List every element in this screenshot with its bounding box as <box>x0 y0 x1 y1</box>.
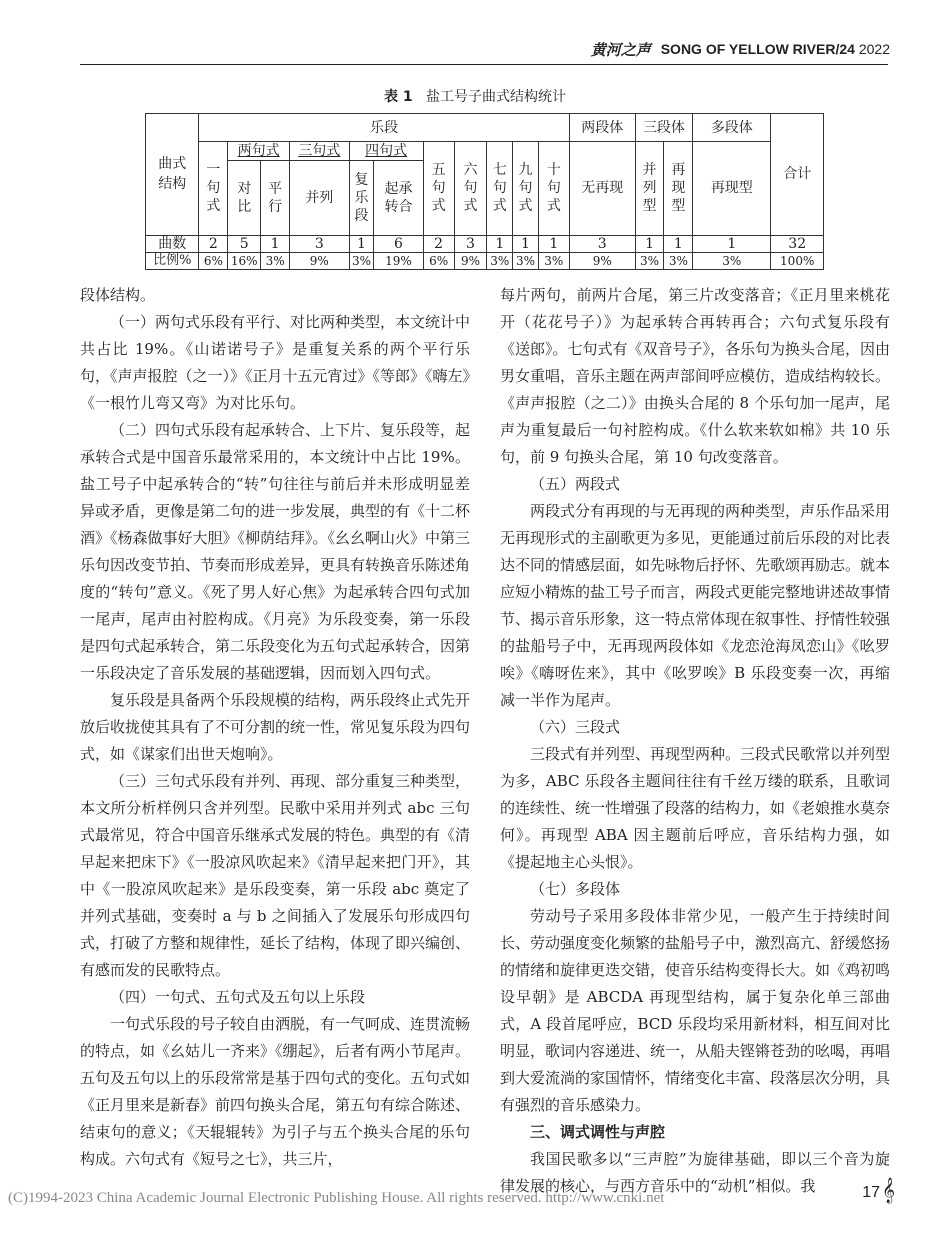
table-cell: 16% <box>228 252 261 269</box>
table-cell: 1 <box>513 235 539 252</box>
table-cell: 3% <box>693 252 771 269</box>
table-cell: 3% <box>349 252 374 269</box>
treble-clef-icon: 𝄞 <box>881 1178 895 1203</box>
table-cell: 1 <box>664 235 693 252</box>
paragraph: 段体结构。 <box>80 286 156 304</box>
table-cell: 100% <box>771 252 824 269</box>
table-cell: 1 <box>693 235 771 252</box>
subheading: （五）两段式 <box>530 475 621 493</box>
section-heading: 三、调式调性与声腔 <box>530 1123 666 1141</box>
col-duibi: 对比 <box>228 160 261 235</box>
col-wuju: 五句式 <box>423 142 454 235</box>
table-cell: 1 <box>261 235 290 252</box>
page-number: 17 <box>862 1184 880 1201</box>
col-zaixianxing-duo: 再现型 <box>693 142 771 235</box>
table-cell: 5 <box>228 235 261 252</box>
table-cell: 3% <box>487 252 513 269</box>
table-cell: 6% <box>423 252 454 269</box>
right-column <box>500 282 890 1200</box>
paragraph: 每片两句，前两片合尾，第三片改变落音；《正月里来桃花开（花花号子）》为起承转合再转再合；六句式复乐段有《送郎》。七句式有《双音号子》，各乐句为换头合尾，因由男女重唱，音乐主题在两声部间呼应模仿，造成结构较长。《声声报腔（之二）》由换头合尾的 8 个乐句加一尾声，尾声为重复最后一句衬腔构成。《什么软来软如棉》共 10 乐句，前 9 句换头合尾，第 10 句改变落音。 <box>500 286 891 466</box>
structure-stat-table <box>145 113 824 270</box>
table-cell: 3% <box>664 252 693 269</box>
table-cell: 3% <box>513 252 539 269</box>
col-yiju: 一句式 <box>199 142 228 235</box>
journal-logo: 黄河之声 <box>590 40 651 59</box>
table-cell: 3% <box>538 252 569 269</box>
col-zaixianxing: 再现型 <box>664 142 693 235</box>
group-liangduan: 两段体 <box>569 114 635 142</box>
header-rule <box>80 64 888 65</box>
table-cell: 1 <box>487 235 513 252</box>
paragraph: （一）两句式乐段有平行、对比两种类型，本文统计中共占比 19%。《山诺诺号子》是重复关系的两个平行乐句，《声声报腔（之一）》《正月十五元宵过》《等郎》《嗨左》《一根竹儿弯又弯》为对比乐句。 <box>80 313 471 412</box>
table-cell: 1 <box>538 235 569 252</box>
sub-liangju: 两句式 <box>228 142 290 160</box>
copyright-footer: (C)1994-2023 China Academic Journal Electronic Publishing House. All rights reserved. http://www.cnki.net <box>8 1190 665 1206</box>
col-bingliexing: 并列型 <box>635 142 664 235</box>
table-cell: 9% <box>569 252 635 269</box>
row-ratio-label: 比例% <box>146 252 199 269</box>
sub-sanju: 三句式 <box>289 142 349 160</box>
table-cell: 6% <box>199 252 228 269</box>
col-liuju: 六句式 <box>454 142 487 235</box>
table-cell: 9% <box>454 252 487 269</box>
col-binglie: 并列 <box>289 160 349 235</box>
table-cell: 9% <box>289 252 349 269</box>
paragraph: （二）四句式乐段有起承转合、上下片、复乐段等，起承转合式是中国音乐最常采用的，本文统计中占比 19%。盐工号子中起承转合的“转”句往往与前后并未形成明显差异或矛盾，更像是第二句的进一步发展，典型的有《十二杯酒》《杨森做事好大胆》《柳荫结拜》。《幺幺啊山火》中第三乐句因改变节拍、节奏而形成差异，更具有转换音乐陈述角度的“转句”意义。《死了男人好心焦》为起承转合四句式加一尾声，尾声由衬腔构成。《月亮》为乐段变奏，第一乐段是四句式起承转合，第二乐段变化为五句式起承转合，因第一乐段决定了音乐发展的基础逻辑，因而划入四句式。 <box>80 421 471 682</box>
paragraph: 三段式有并列型、再现型两种。三段式民歌常以并列型为多，ABC 乐段各主题间往往有千丝万缕的联系，且歌词的连续性、统一性增强了段落的结构力，如《老娘推水莫奈何》。再现型 ABA 因主题前后呼应，音乐结构力强，如《提起地主心头恨》。 <box>500 745 891 871</box>
table-cell: 1 <box>635 235 664 252</box>
subheading: （四）一句式、五句式及五句以上乐段 <box>110 988 366 1006</box>
col-jiuju: 九句式 <box>513 142 539 235</box>
paragraph: 劳动号子采用多段体非常少见，一般产生于持续时间长、劳动强度变化频繁的盐船号子中，激烈高亢、舒缓悠扬的情绪和旋律更迭交错，使音乐结构变得长大。如《鸡初鸣设早朝》是 ABCDA 再现型结构，属于复杂化单三部曲式，A 段首尾呼应，BCD 乐段均采用新材料，相互间对比明显，歌词内容递进、统一，从船夫铿锵苍劲的吆喝，再唱到大爱流淌的家国情怀，情绪变化丰富、段落层次分明，具有强烈的音乐感染力。 <box>500 907 891 1114</box>
col-qiju: 七句式 <box>487 142 513 235</box>
left-column <box>80 282 470 1173</box>
table-cell: 32 <box>771 235 824 252</box>
subheading: （六）三段式 <box>530 718 621 736</box>
sub-siju: 四句式 <box>349 142 423 160</box>
table-cell: 6 <box>374 235 423 252</box>
table-row-counts <box>146 235 824 252</box>
journal-title-en: SONG OF YELLOW RIVER/24 2022 <box>660 41 890 57</box>
subheading: （七）多段体 <box>530 880 621 898</box>
paragraph: （三）三句式乐段有并列、再现、部分重复三种类型，本文所分析样例只含并列型。民歌中采用并列式 abc 三句式最常见，符合中国音乐继承式发展的特色。典型的有《清早起来把床下》《一股凉风吹起来》《清早起来把门开》，其中《一股凉风吹起来》是乐段变奏，第一乐段 abc 奠定了并列式基础，变奏时 a 与 b 之间插入了发展乐句形成四句式，打破了方整和规律性，延长了结构，体现了即兴编创、有感而发的民歌特点。 <box>80 772 471 979</box>
table-row-ratios <box>146 252 824 269</box>
row-header-cell: 曲式结构 <box>146 114 199 236</box>
col-fuyueduan: 复乐段 <box>349 160 374 235</box>
table-cell: 3% <box>261 252 290 269</box>
table-cell: 1 <box>349 235 374 252</box>
issue-number: 24 <box>839 41 855 57</box>
total-header: 合计 <box>771 114 824 236</box>
table-cell: 2 <box>423 235 454 252</box>
col-shiju: 十句式 <box>538 142 569 235</box>
journal-header <box>591 38 890 60</box>
col-pingxing: 平行 <box>261 160 290 235</box>
col-qicheng: 起承转合 <box>374 160 423 235</box>
table-cell: 19% <box>374 252 423 269</box>
col-wuzaixian: 无再现 <box>569 142 635 235</box>
group-yueduan: 乐段 <box>199 114 569 142</box>
row-count-label: 曲数 <box>146 235 199 252</box>
group-duoduan: 多段体 <box>693 114 771 142</box>
table-cell: 3% <box>635 252 664 269</box>
table-cell: 3 <box>289 235 349 252</box>
year: 2022 <box>858 41 890 57</box>
paragraph: 复乐段是具备两个乐段规模的结构，两乐段终止式先开放后收拢使其具有了不可分割的统一性，常见复乐段为四句式，如《谋家们出世天炮响》。 <box>80 691 471 763</box>
table-caption: 表 1 盐工号子曲式结构统计 <box>384 89 566 105</box>
table-cell: 2 <box>199 235 228 252</box>
paragraph: 两段式分有再现的与无再现的两种类型，声乐作品采用无再现形式的主副歌更为多见，更能通过前后乐段的对比表达不同的情感层面，如先咏物后抒怀、先歌颂再励志。就本应短小精炼的盐工号子而言，两段式更能完整地讲述故事情节、揭示音乐形象，这一特点常体现在叙事性、抒情性较强的盐船号子中，无再现两段体如《龙恋沧海凤恋山》《吆罗唉》《嗨呀佐来》，其中《吆罗唉》B 乐段变奏一次，再缩减一半作为尾声。 <box>500 502 891 709</box>
group-sanduan: 三段体 <box>635 114 693 142</box>
paragraph: 一句式乐段的号子较自由洒脱，有一气呵成、连贯流畅的特点，如《幺姑儿一齐来》《绷起》，后者有两小节尾声。五句及五句以上的乐段常常是基于四句式的变化。五句式如《正月里来是新春》前四句换头合尾，第五句有综合陈述、结束句的意义；《天辊辊转》为引子与五个换头合尾的乐句构成。六句式有《短号之七》，共三片， <box>80 1015 471 1168</box>
table-cell: 3 <box>454 235 487 252</box>
table-cell: 3 <box>569 235 635 252</box>
paragraph: 我国民歌多以“三声腔”为旋律基础，即以三个音为旋律发展的核心，与西方音乐中的“动机”相似。我 <box>500 1150 890 1195</box>
